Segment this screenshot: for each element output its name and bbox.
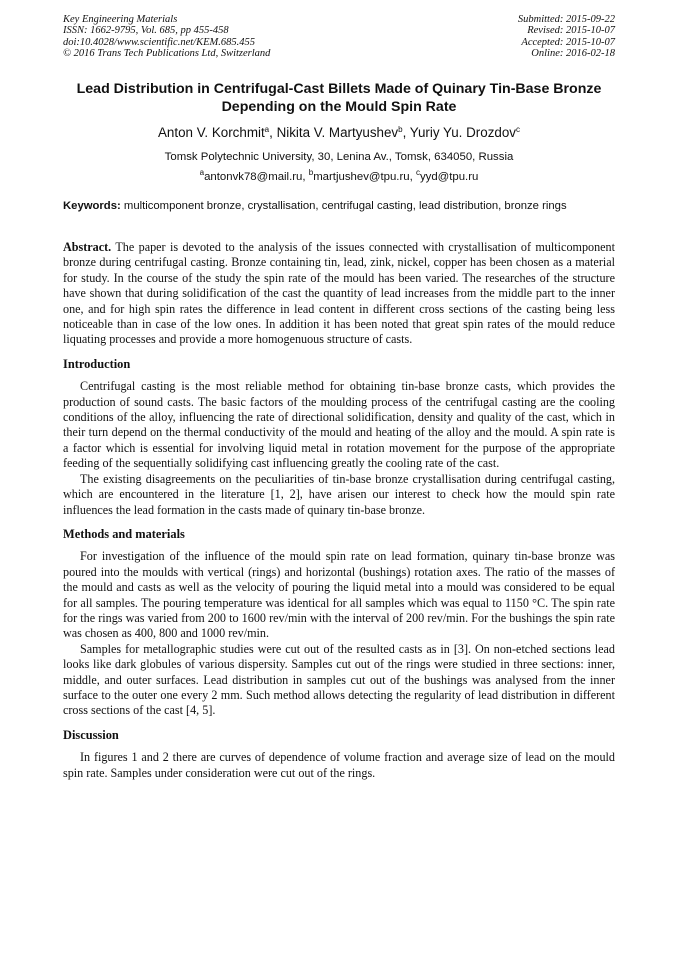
online-date: Online: 2016-02-18 [531, 48, 615, 60]
paper-title: Lead Distribution in Centrifugal-Cast Billets Made of Quinary Tin-Base Bronze Depending on the Mould Spin Rate [76, 81, 602, 115]
paragraph: In figures 1 and 2 there are curves of dependence of volume fraction and average size of lead on the mould spin rate. Samples under consideration were cut out of the rings. [63, 750, 615, 780]
author-list [63, 124, 615, 142]
keywords [63, 199, 615, 213]
affiliation: Tomsk Polytechnic University, 30, Lenina Av., Tomsk, 634050, Russia [164, 151, 514, 163]
copyright-line: © 2016 Trans Tech Publications Ltd, Switzerland [63, 48, 271, 60]
paragraph: For investigation of the influence of the mould spin rate on lead formation, quinary tin-base bronze was poured into the moulds with vertical (rings) and horizontal (bushings) rotation axes. The ratio of the masses of the mould and casts as well as the velocity of pouring the liquid metal into a mould was considered to be equal for all samples. The pouring temperature was identical for all samples which was equal to 1150 °C. The spin rate for the rings was varied from 200 to 1600 rev/min with the interval of 200 rev/min. For the bushings the spin rate was chosen as 400, 800 and 1000 rev/min. [63, 549, 615, 641]
email-mark: c [415, 168, 420, 177]
submitted-date: Submitted: 2015-09-22 [517, 14, 615, 25]
keywords-text: multicomponent bronze, crystallisation, centrifugal casting, lead distribution, bronze rings [120, 200, 567, 212]
section-heading-methods: Methods and materials [63, 526, 185, 541]
revised-date: Revised: 2015-10-07 [527, 25, 615, 37]
abstract-text: The paper is devoted to the analysis of the issues connected with crystallisation of multicomponent bronze during centrifugal casting. Bronze containing tin, lead, zink, nickel, copper has been chosen as a material for study. In the course of the study the spin rate of the mould has been varied. The researches of the structure have shown that during solidification of the cast the quantity of lead increases from the middle part to the inner one, and for high spin rates the difference in lead content in different cross sections of the casting being less noticeable than in case of the low ones. In addition it has been noted that great spin rates of the mould reduce liquating processes and provide a more homogenuous structure of casts. [63, 240, 615, 347]
paper-body [63, 240, 615, 781]
author-mark: a [264, 125, 270, 134]
email-mark: a [199, 168, 205, 177]
author-name: Nikita V. Martyushev [276, 125, 399, 140]
email-separator: , [302, 171, 309, 183]
section-heading-introduction: Introduction [63, 356, 131, 371]
author-name: Anton V. Korchmit [157, 125, 265, 140]
section-heading-discussion: Discussion [63, 727, 119, 742]
keywords-label: Keywords: [63, 200, 121, 212]
author-name: Yuriy Yu. Drozdov [409, 125, 516, 140]
journal-name: Key Engineering Materials [63, 14, 178, 25]
paragraph: The existing disagreements on the peculiarities of tin-base bronze crystallisation during centrifugal casting, which are encountered in the literature [1, 2], have arisen our interest to check how the mould spin rate influences the lead formation in the casts made of quinary tin-base bronze. [63, 471, 615, 517]
email-separator: , [409, 171, 416, 183]
paragraph: Samples for metallographic studies were cut out of the resulted casts as in [3]. On non-etched sections lead looks like dark globules of various dispersity. Samples cut out of the rings were studied in three sections: inner, middle, and outer surfaces. Lead distribution in samples cut out of the bushings was analysed from the inner surface to the outer one every 2 mm. Such method allows detecting the regularity of lead distribution in different cross sections of the cast [4, 5]. [63, 641, 615, 718]
email-link[interactable]: yyd@tpu.ru [419, 171, 479, 183]
email-list [63, 170, 615, 184]
accepted-date: Accepted: 2015-10-07 [521, 36, 615, 48]
email-link[interactable]: antonvk78@mail.ru [204, 171, 303, 183]
issn-line: ISSN: 1662-9795, Vol. 685, pp 455-458 [63, 25, 229, 37]
abstract [63, 240, 615, 348]
journal-info [63, 14, 270, 60]
author-separator: , [402, 125, 410, 140]
email-link[interactable]: martjushev@tpu.ru [313, 171, 410, 183]
author-mark: c [516, 125, 520, 134]
author-mark: b [398, 125, 403, 134]
email-mark: b [308, 168, 314, 177]
doi-line: doi:10.4028/www.scientific.net/KEM.685.455 [63, 36, 255, 48]
submission-dates [518, 14, 615, 60]
abstract-label: Abstract. [63, 240, 112, 254]
author-separator: , [269, 125, 277, 140]
paragraph: Centrifugal casting is the most reliable method for obtaining tin-base bronze casts, which provides the production of sound casts. The basic factors of the moulding process of the centrifugal casting are the cooling conditions of the alloy, influencing the rate of directional solidification, density and quality of the cast, which in their turn depend on the thermal conductivity of the mould and heating of the alloy and the mould. A spin rate is a factor which is essential for involving liquid metal in rotation movement for the purpose of the appropriate feeding of the sequentially solidifying cast influencing greatly the cooling rate of the cast. [63, 379, 615, 471]
